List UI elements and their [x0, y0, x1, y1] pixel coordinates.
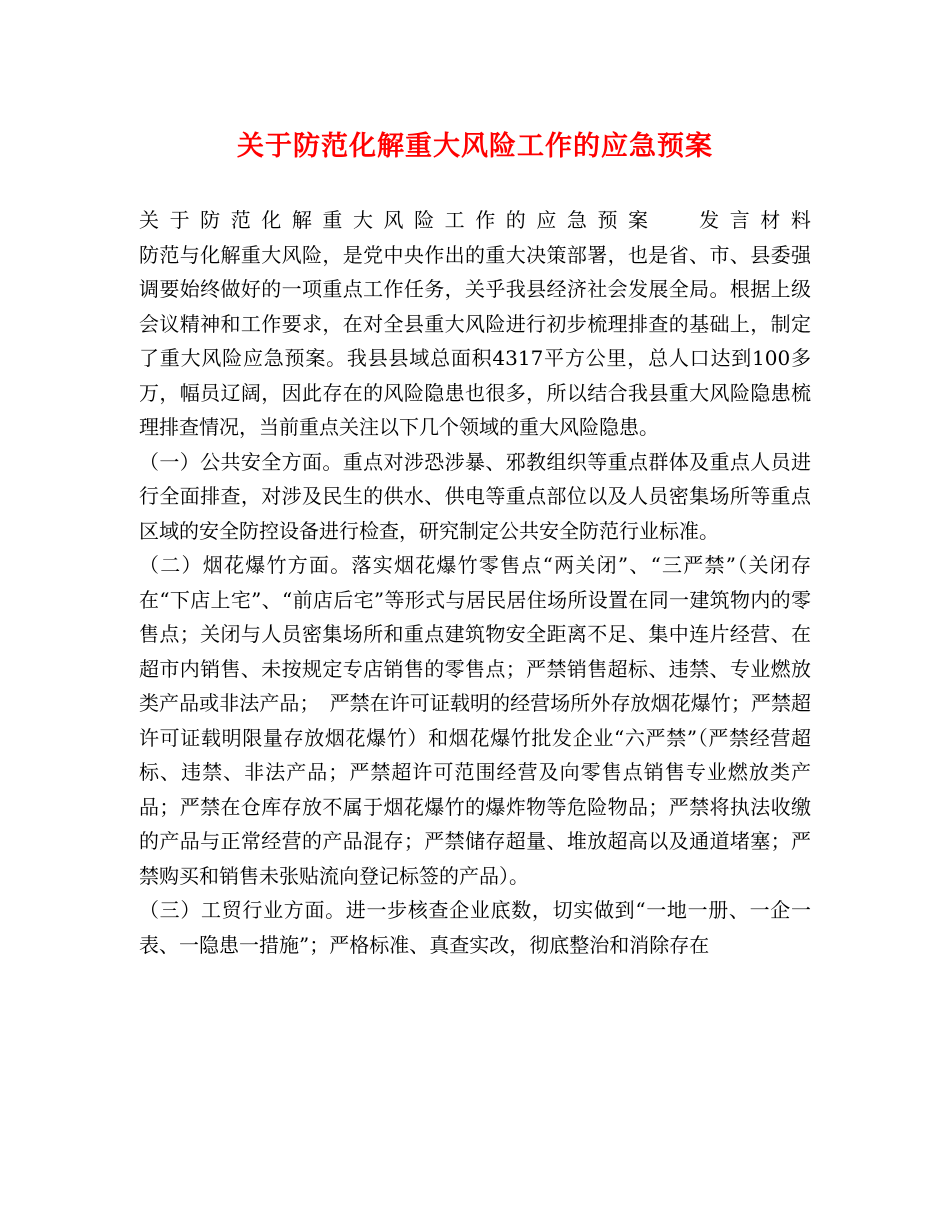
heading-char: 料 [790, 208, 811, 232]
heading-char: 作 [475, 208, 496, 232]
paragraph-fireworks: （二）烟花爆竹方面。落实烟花爆竹零售点“两关闭”、“三严禁”（关闭存在“下店上宅”、“前店后宅”等形式与居民居住场所设置在同一建筑物内的零售点；关闭与人员密集场所和重点建筑物安全距离不足、集中连片经营、在超市内销售、未按规定专店销售的零售点；严禁销售超标、违禁、专业燃放类产品或非法产品； 严禁在许可证载明的经营场所外存放烟花爆竹；严禁超许可证载明限量存放烟花爆竹）和烟花爆竹批发企业“六严禁”（严禁经营超标、违禁、非法产品；严禁超许可范围经营及向零售点销售专业燃放类产品；严禁在仓库存放不属于烟花爆竹的爆炸物等危险物品；严禁将执法收缴的产品与正常经营的产品混存；严禁储存超量、堆放超高以及通道堵塞；严禁购买和销售未张贴流向登记标签的产品）。 [139, 553, 811, 888]
heading-char: 急 [566, 208, 587, 232]
paragraph-industry-trade: （三）工贸行业方面。进一步核查企业底数，切实做到“一地一册、一企一表、一隐患一措施”；严格标准、真查实改，彻底整治和消除存在 [139, 898, 811, 957]
heading-char: 关 [139, 208, 159, 232]
heading-char: 应 [536, 208, 557, 232]
heading-char: 的 [505, 208, 526, 232]
document-title: 关于防范化解重大风险工作的应急预案 [237, 131, 713, 162]
heading-char: 预 [597, 208, 618, 232]
heading-char: 化 [261, 208, 282, 232]
heading-char: 大 [352, 208, 373, 232]
document-body [139, 203, 811, 962]
heading-char: 防 [200, 208, 221, 232]
heading-char: 范 [230, 208, 251, 232]
heading-char: 发 [699, 208, 720, 232]
heading-char: 重 [322, 208, 343, 232]
heading-char: 解 [291, 208, 312, 232]
paragraph-public-safety: （一）公共安全方面。重点对涉恐涉暴、邪教组织等重点群体及重点人员进行全面排查，对涉及民生的供水、供电等重点部位以及人员密集场所等重点区域的安全防控设备进行检查，研究制定公共安全防范行业标准。 [139, 449, 811, 543]
heading-char: 于 [169, 208, 190, 232]
heading-char: 案 [628, 208, 648, 232]
heading-char: 材 [760, 208, 781, 232]
heading-char: 言 [729, 208, 750, 232]
paragraph-intro: 防范与化解重大风险，是党中央作出的重大决策部署，也是省、市、县委强调要始终做好的一项重点工作任务，关乎我县经济社会发展全局。根据上级会议精神和工作要求，在对全县重大风险进行初步梳理排查的基础上，制定了重大风险应急预案。我县县域总面积4317平方公里，总人口达到100多万，幅员辽阔，因此存在的风险隐患也很多，所以结合我县重大风险隐患梳理排查情况，当前重点关注以下几个领域的重大风险隐患。 [139, 242, 811, 439]
heading-char: 险 [414, 208, 435, 232]
heading-line [139, 203, 811, 238]
heading-gap [659, 203, 689, 238]
heading-char: 风 [383, 208, 404, 232]
heading-char: 工 [444, 208, 465, 232]
